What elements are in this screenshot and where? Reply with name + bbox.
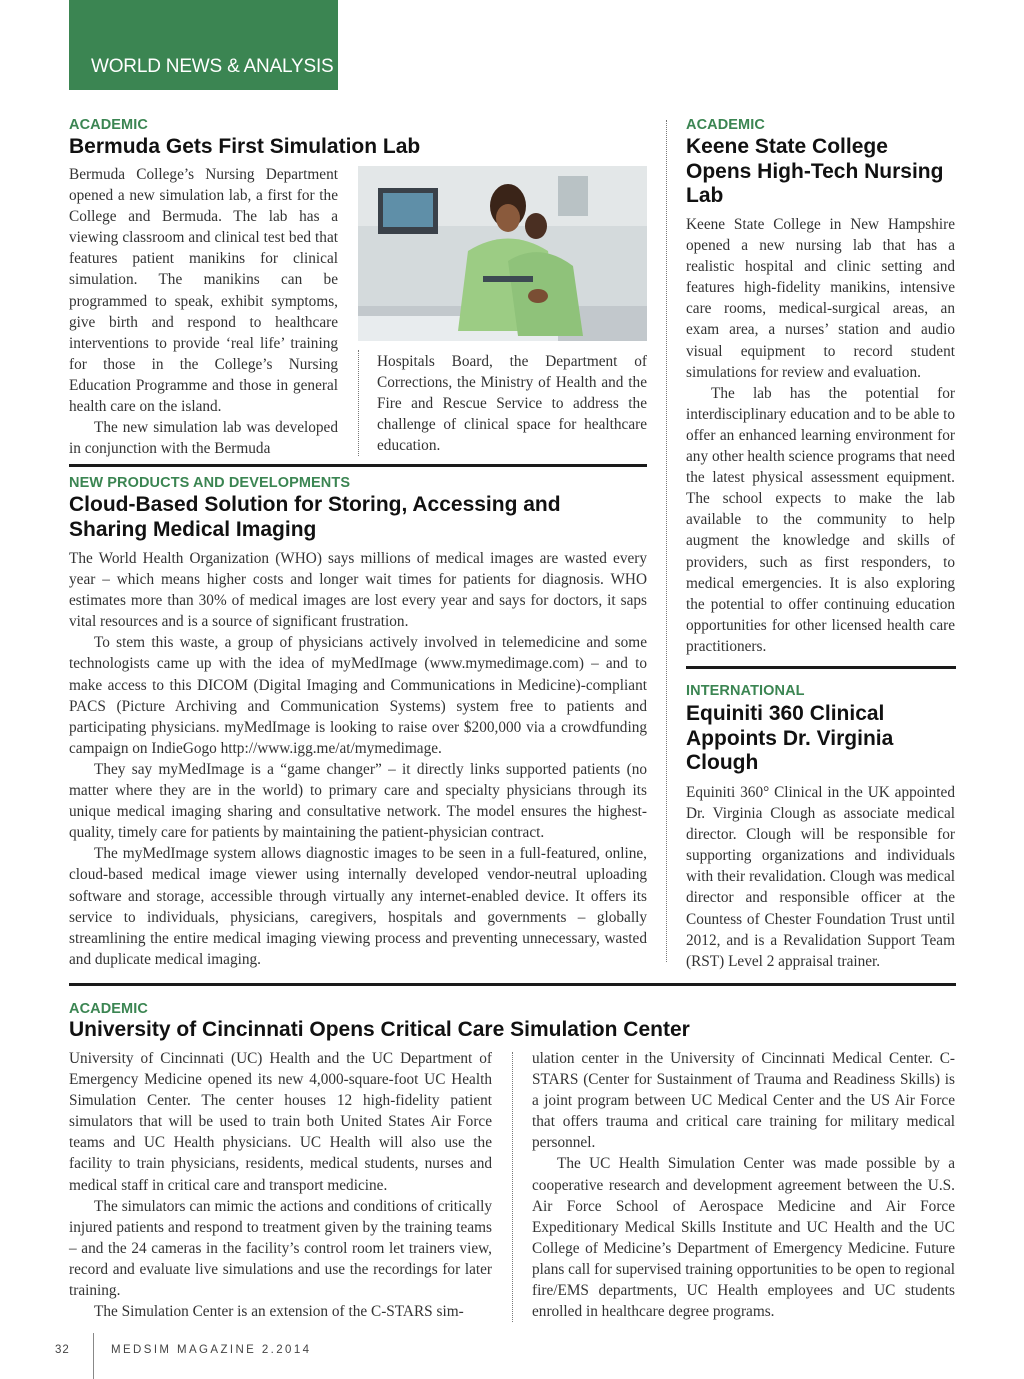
equiniti-title: Equiniti 360 Clinical Appoints Dr. Virginia Clough — [686, 702, 894, 774]
section-divider — [69, 464, 647, 467]
keene-paragraph: The lab has the potential for interdisciplinary education and to be able to offer an enhanced learning environment for any other health science programs that need the latest physical assessment equipment. The school expects to make the lab available to the community to help augment the knowledge and skills of providers, such as first responders, to medical emergencies. It is also exploring the potential to offer continuing education opportunities for other licensed health care practitioners. — [686, 384, 955, 655]
equiniti-kicker: INTERNATIONAL — [686, 683, 805, 699]
cloud-paragraph: The myMedImage system allows diagnostic images to be seen in a full-featured, online, cloud-based medical image viewer using internally developed vendor-neutral uploading software and storage, accessible through virtually any internet-enabled device. It offers its service to individuals, physicians, caregivers, hospitals and governments – globally streamlining the entire medical imaging viewing process and preventing unnecessary, wasted and duplicate medical imaging. — [69, 845, 647, 968]
cloud-body — [69, 548, 647, 970]
photo-illustration — [358, 166, 647, 341]
keene-body — [686, 214, 955, 657]
equiniti-paragraph: Equiniti 360° Clinical in the UK appointed Dr. Virginia Clough as associate medical director. Clough will be responsible for supporting organizations and individuals with their revalidation. Clough was medical director and responsible officer at the Countess of Chester Foundation Trust until 2012, and is a Revalidation Support Team (RST) Level 2 appraisal trainer. — [686, 784, 955, 970]
magazine-footer — [111, 1344, 311, 1356]
cloud-title: Cloud-Based Solution for Storing, Accessing and Sharing Medical Imaging — [69, 493, 561, 541]
footer-divider — [93, 1333, 94, 1379]
keene-kicker: ACADEMIC — [686, 117, 765, 133]
bermuda-col1 — [69, 164, 338, 459]
section-divider — [686, 666, 956, 669]
cloud-kicker: NEW PRODUCTS AND DEVELOPMENTS — [69, 475, 351, 491]
cloud-paragraph: They say myMedImage is a “game changer” – it directly links supported patients (no matter where they are in the world) to primary care and specialty physicians through its unique medical imaging sharing and consultative network. The model ensures the highest-quality, timely care for patients by maintaining the patient-physician contract. — [69, 760, 647, 842]
nursing-simulation-photo — [358, 166, 647, 341]
cincinnati-paragraph: The Simulation Center is an extension of the C-STARS sim- — [94, 1303, 464, 1321]
cincinnati-title: University of Cincinnati Opens Critical Care Simulation Center — [69, 1018, 690, 1041]
bermuda-paragraph: Bermuda College’s Nursing Department opened a new simulation lab, a first for the College and Bermuda. The lab has a viewing classroom and clinical test bed that features patient manikins for clinical simulation. The manikins can be programmed to speak, exhibit symptoms, give birth and respond to healthcare interventions to provide ‘real life’ training for those in the College’s Nursing Education Programme and those in general health care on the island. — [69, 166, 338, 416]
keene-title: Keene State College Opens High-Tech Nursing Lab — [686, 135, 944, 207]
keene-paragraph: Keene State College in New Hampshire opened a new nursing lab that has a realistic hospital and clinic setting and features high-fidelity manikins, intensive care rooms, medical-surgical areas, an exam area, a nurses’ station and audio visual equipment to record student simulations for review and evaluation. — [686, 216, 955, 381]
cloud-paragraph: To stem this waste, a group of physicians actively involved in telemedicine and some technologists came up with the idea of myMedImage (www.mymedimage.com) – and to make access to this DICOM (Digital Imaging and Communications in Medicine)-compliant PACS (Picture Archiving and Communication Systems) system free to patients and participating physicians. myMedImage is looking to raise over $200,000 via a crowdfunding campaign on IndieGogo http://www.igg.me/at/mymedimage. — [69, 634, 647, 757]
bermuda-title: Bermuda Gets First Simulation Lab — [69, 135, 421, 158]
cincinnati-col1 — [69, 1048, 492, 1322]
cincinnati-kicker: ACADEMIC — [69, 1001, 148, 1017]
section-banner — [69, 0, 338, 90]
bermuda-col2 — [377, 351, 647, 456]
section-divider — [69, 983, 956, 986]
cincinnati-col2 — [532, 1048, 955, 1322]
column-divider — [358, 350, 359, 456]
magazine-name: MEDSIM MAGAZINE — [111, 1344, 257, 1356]
section-label: WORLD NEWS & ANALYSIS — [91, 56, 334, 77]
bermuda-paragraph: The new simulation lab was developed in conjunction with the Bermuda — [69, 419, 338, 458]
equiniti-body — [686, 782, 955, 972]
cloud-paragraph: The World Health Organization (WHO) says millions of medical images are wasted every year – which means higher costs and longer wait times for patients for diagnosis. WHO estimates more than 30% of medical images are lost every year and says for doctors, it saps vital resources and is a source of significant frustration. — [69, 550, 647, 631]
cincinnati-paragraph: The UC Health Simulation Center was made possible by a cooperative research and development agreement between the U.S. Air Force School of Aerospace Medicine and Air Force Expeditionary Medical Skills Institute and UC Health and the UC College of Medicine’s Department of Emergency Medicine. Future plans call for supervised training opportunities to be open to regional fire/EMS departments, UC Health employees and UC students enrolled in healthcare degree programs. — [532, 1155, 955, 1321]
bermuda-paragraph: Hospitals Board, the Department of Corrections, the Ministry of Health and the Fire and Rescue Service to address the challenge of clinical space for healthcare education. — [377, 353, 647, 455]
column-divider — [666, 120, 667, 962]
cincinnati-paragraph: ulation center in the University of Cincinnati Medical Center. C-STARS (Center for Sustainment of Trauma and Readiness Skills) is a joint program between UC Medical Center and the US Air Force that offers trauma and critical care training for military medical personnel. — [532, 1050, 955, 1152]
column-divider — [512, 1052, 513, 1322]
cincinnati-paragraph: University of Cincinnati (UC) Health and the UC Department of Emergency Medicine opened its new 4,000-square-foot UC Health Simulation Center. The center houses 12 high-fidelity patient simulators that will be used to train both United States Air Force teams and UC Health physicians. UC Health will also use the facility to train physicians, residents, medical students, nurses and medical staff in critical care and transport medicine. — [69, 1050, 492, 1194]
page-number: 32 — [55, 1344, 70, 1356]
bermuda-kicker: ACADEMIC — [69, 117, 148, 133]
cincinnati-paragraph: The simulators can mimic the actions and conditions of critically injured patients and respond to treatment given by the training teams – and the 24 cameras in the facility’s control room let trainers view, record and evaluate live simulations and use the recordings for later training. — [69, 1197, 492, 1300]
magazine-issue: 2.2014 — [261, 1344, 312, 1356]
